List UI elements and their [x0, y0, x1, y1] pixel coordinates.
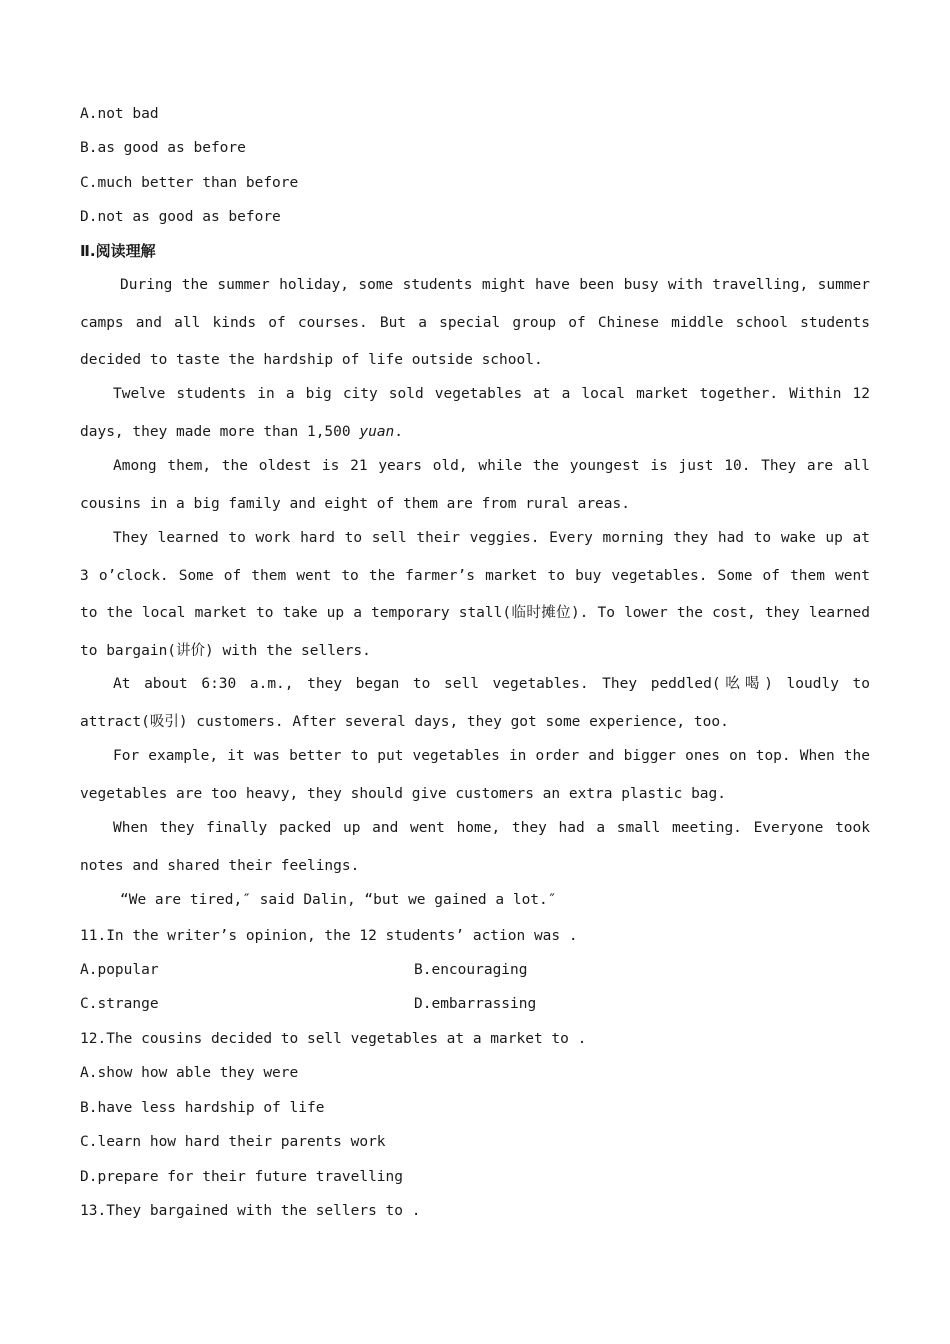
option-b: B.as good as before	[80, 140, 246, 156]
passage-p2-end: .	[394, 423, 404, 440]
passage-paragraph-2	[80, 376, 870, 451]
passage-p2-currency: yuan	[359, 423, 395, 440]
passage-paragraph-7: When they finally packed up and went home, they had a small meeting. Everyone took notes and shared their feelings.	[80, 820, 870, 874]
question-12-option-c: C.learn how hard their parents work	[80, 1134, 386, 1150]
question-11-option-d: D.embarrassing	[414, 996, 537, 1012]
passage-p2-text: Twelve students in a big city sold vegetables at a local market together. Within 12 days, they made more than 1,500	[80, 386, 870, 440]
passage-paragraph-5: At about 6:30 a.m., they began to sell vegetables. They peddled(吆喝) loudly to attract(吸引) customers. After several days, they got some experience, too.	[80, 676, 870, 730]
question-12-stem: 12.The cousins decided to sell vegetables at a market to .	[80, 1031, 587, 1047]
passage-paragraph-8: “We are tired,″ said Dalin, “but we gained a lot.″	[120, 892, 557, 908]
passage-paragraph-4: They learned to work hard to sell their veggies. Every morning they had to wake up at 3 o’clock. Some of them went to the farmer’s market to buy vegetables. Some of them went to the local market to take up a temporary stall(临时摊位). To lower the cost, they learned to bargain(讲价) with the sellers.	[80, 530, 870, 659]
question-12-option-d: D.prepare for their future travelling	[80, 1169, 404, 1185]
question-13-stem: 13.They bargained with the sellers to .	[80, 1203, 421, 1219]
question-11-option-c: C.strange	[80, 996, 159, 1012]
passage-paragraph-1: During the summer holiday, some students might have been busy with travelling, summer camps and all kinds of courses. But a special group of Chinese middle school students decided to taste the hardship of life outside school.	[80, 277, 870, 368]
question-11-option-b: B.encouraging	[414, 962, 528, 978]
question-12-option-a: A.show how able they were	[80, 1065, 299, 1081]
option-a: A.not bad	[80, 106, 159, 122]
question-11-option-a: A.popular	[80, 962, 159, 978]
question-12-option-b: B.have less hardship of life	[80, 1100, 325, 1116]
passage-paragraph-3: Among them, the oldest is 21 years old, while the youngest is just 10. They are all cousins in a big family and eight of them are from rural areas.	[80, 458, 870, 512]
question-11-stem: 11.In the writer’s opinion, the 12 students’ action was .	[80, 928, 578, 944]
option-d: D.not as good as before	[80, 209, 281, 225]
section-heading: Ⅱ.阅读理解	[80, 242, 156, 260]
option-c: C.much better than before	[80, 175, 299, 191]
passage-paragraph-6: For example, it was better to put vegetables in order and bigger ones on top. When the vegetables are too heavy, they should give customers an extra plastic bag.	[80, 748, 870, 802]
